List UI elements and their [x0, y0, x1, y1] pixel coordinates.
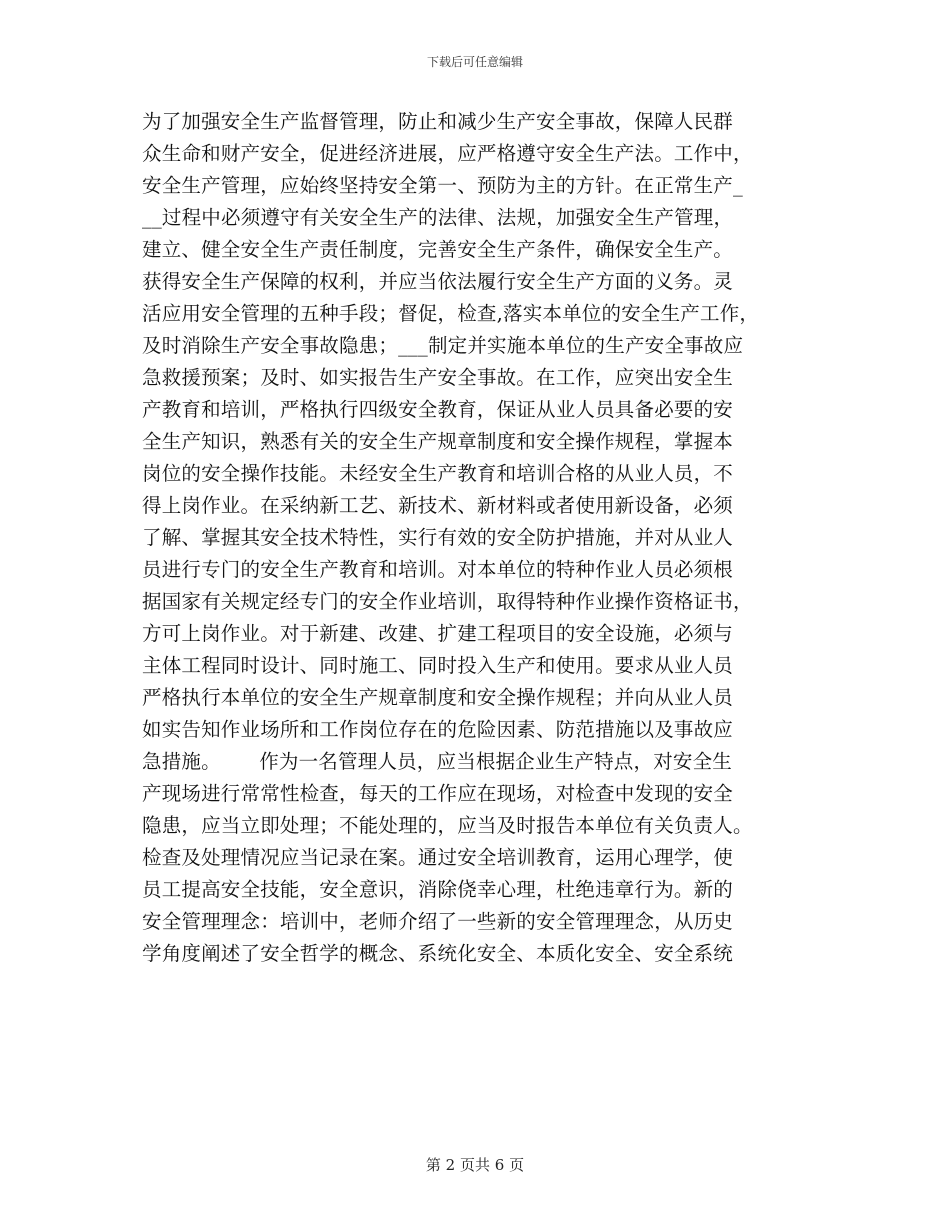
body-line: 主体工程同时设计、同时施工、同时投入生产和使用。要求从业人员	[142, 654, 734, 677]
body-line: 安全生产管理，应始终坚持安全第一、预防为主的方针。在正常生产_	[142, 174, 743, 197]
body-line: __过程中必须遵守有关安全生产的法律、法规，加强安全生产管理，	[142, 206, 734, 229]
body-line: 据国家有关规定经专门的安全作业培训，取得特种作业操作资格证书，	[142, 590, 753, 613]
body-line: 如实告知作业场所和工作岗位存在的危险因素、防范措施以及事故应	[142, 718, 734, 741]
document-body	[142, 106, 802, 970]
body-line: 急措施。 作为一名管理人员，应当根据企业生产特点，对安全生	[142, 750, 732, 773]
body-line: 产现场进行常常性检查，每天的工作应在现场，对检查中发现的安全	[142, 782, 734, 805]
body-line: 员进行专门的安全生产教育和培训。对本单位的特种作业人员必须根	[142, 558, 734, 581]
body-line: 岗位的安全操作技能。未经安全生产教育和培训合格的从业人员，不	[142, 462, 734, 485]
body-line: 为了加强安全生产监督管理，防止和减少生产安全事故，保障人民群	[142, 110, 734, 133]
body-line: 安全管理理念：培训中，老师介绍了一些新的安全管理理念，从历史	[142, 910, 734, 933]
body-line: 员工提高安全技能，安全意识，消除侥幸心理，杜绝违章行为。新的	[142, 878, 734, 901]
body-line: 方可上岗作业。对于新建、改建、扩建工程项目的安全设施，必须与	[142, 622, 734, 645]
page-number-footer: 第 2 页共 6 页	[425, 1156, 525, 1174]
body-line: 了解、掌握其安全技术特性，实行有效的安全防护措施，并对从业人	[142, 526, 734, 549]
body-line: 众生命和财产安全，促进经济进展，应严格遵守安全生产法。工作中，	[142, 142, 753, 165]
body-line: 及时消除生产安全事故隐患；___制定并实施本单位的生产安全事故应	[142, 334, 744, 357]
body-line: 严格执行本单位的安全生产规章制度和安全操作规程；并向从业人员	[142, 686, 734, 709]
body-line: 隐患，应当立即处理；不能处理的，应当及时报告本单位有关负责人。	[142, 814, 753, 837]
body-line: 建立、健全安全生产责任制度，完善安全生产条件，确保安全生产。	[142, 238, 734, 261]
body-line: 获得安全生产保障的权利，并应当依法履行安全生产方面的义务。灵	[142, 270, 734, 293]
body-line: 活应用安全管理的五种手段；督促，检查,落实本单位的安全生产工作，	[142, 302, 760, 325]
body-line: 产教育和培训，严格执行四级安全教育，保证从业人员具备必要的安	[142, 398, 734, 421]
body-line: 得上岗作业。在采纳新工艺、新技术、新材料或者使用新设备，必须	[142, 494, 734, 517]
page-header-note: 下载后可任意编辑	[426, 55, 523, 69]
body-line: 全生产知识，熟悉有关的安全生产规章制度和安全操作规程，掌握本	[142, 430, 734, 453]
body-line: 急救援预案；及时、如实报告生产安全事故。在工作，应突出安全生	[142, 366, 734, 389]
body-line: 检查及处理情况应当记录在案。通过安全培训教育，运用心理学，使	[142, 846, 734, 869]
body-line: 学角度阐述了安全哲学的概念、系统化安全、本质化安全、安全系统	[142, 942, 734, 965]
